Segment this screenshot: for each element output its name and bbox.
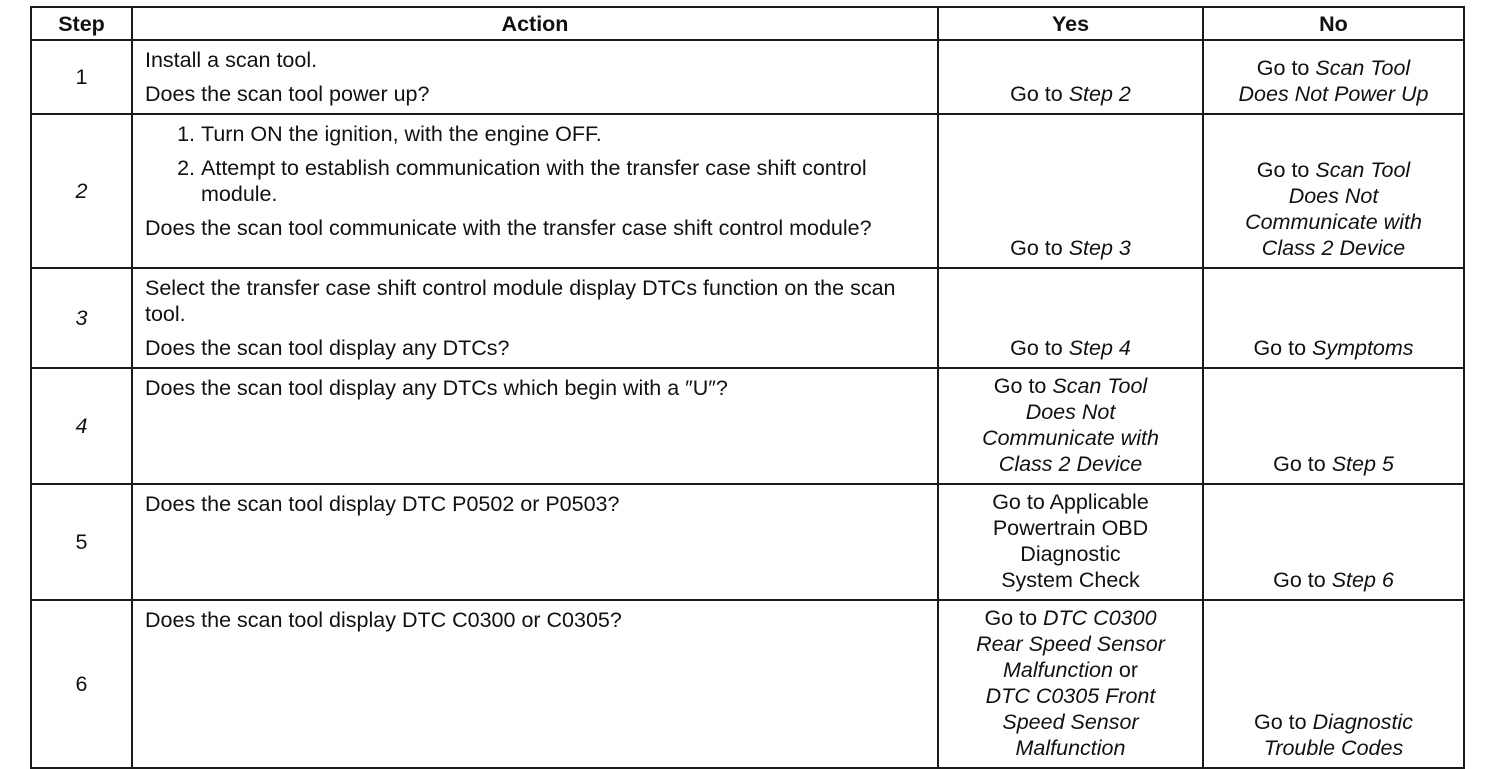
table-row — [31, 484, 1464, 600]
header-step: Step — [31, 7, 132, 40]
step-number: 1 — [31, 40, 132, 114]
no-line — [1212, 335, 1455, 361]
yes-text: Go to — [1010, 82, 1069, 106]
yes-line — [947, 541, 1194, 567]
no-link-text: Does Not Power Up — [1238, 82, 1429, 106]
yes-line — [947, 451, 1194, 477]
yes-line — [947, 631, 1194, 657]
step-number: 4 — [31, 368, 132, 484]
yes-cell — [938, 368, 1203, 484]
step-number: 6 — [31, 600, 132, 768]
no-cell — [1203, 600, 1464, 768]
yes-text: Go to — [984, 606, 1044, 630]
no-link-text: Class 2 Device — [1261, 236, 1406, 260]
yes-line — [947, 735, 1194, 761]
header-action: Action — [132, 7, 938, 40]
yes-text: or — [1112, 658, 1139, 682]
yes-line — [947, 425, 1194, 451]
yes-link-text: Class 2 Device — [998, 452, 1143, 476]
action-text: Does the scan tool display any DTCs? — [145, 336, 510, 360]
action-text: Does the scan tool display any DTCs which begin with a ″U″? — [145, 376, 728, 400]
substep-list — [145, 121, 925, 207]
yes-line — [947, 235, 1194, 261]
action-text: Does the scan tool display DTC P0502 or P0503? — [145, 492, 620, 516]
yes-text: Go to — [993, 374, 1053, 398]
header-row — [31, 7, 1464, 40]
header-yes: Yes — [938, 7, 1203, 40]
no-link-text: Does Not — [1288, 184, 1379, 208]
step-number: 5 — [31, 484, 132, 600]
yes-link-text: Does Not — [1025, 400, 1116, 424]
action-cell — [132, 268, 938, 368]
yes-text: Go to — [1010, 336, 1069, 360]
yes-line — [947, 605, 1194, 631]
no-line — [1212, 735, 1455, 761]
action-text: Install a scan tool. — [145, 48, 318, 72]
no-text: Go to — [1256, 56, 1316, 80]
yes-cell — [938, 600, 1203, 768]
no-cell — [1203, 114, 1464, 268]
table-row — [31, 368, 1464, 484]
yes-link-text: Communicate with — [982, 426, 1159, 450]
action-cell — [132, 368, 938, 484]
no-line — [1212, 81, 1455, 107]
table-row — [31, 40, 1464, 114]
no-cell — [1203, 268, 1464, 368]
action-cell — [132, 600, 938, 768]
no-line — [1212, 55, 1455, 81]
no-link-text: Step 6 — [1331, 568, 1394, 592]
action-cell — [132, 114, 938, 268]
action-text: Does the scan tool power up? — [145, 82, 430, 106]
yes-line — [947, 567, 1194, 593]
no-link-text: Diagnostic — [1312, 710, 1413, 734]
no-line — [1212, 235, 1455, 261]
header-no: No — [1203, 7, 1464, 40]
yes-link-text: Step 2 — [1068, 82, 1131, 106]
yes-cell — [938, 114, 1203, 268]
substep-item: 2. Attempt to establish communication with the transfer case shift control module. — [201, 155, 925, 207]
yes-link-text: Step 3 — [1068, 236, 1131, 260]
action-cell — [132, 484, 938, 600]
yes-line — [947, 657, 1194, 683]
no-text: Go to — [1254, 710, 1313, 734]
yes-line — [947, 373, 1194, 399]
yes-link-text: DTC C0305 Front — [985, 684, 1156, 708]
substep-item: 1. Turn ON the ignition, with the engine OFF. — [201, 121, 925, 147]
yes-text: Go to — [1010, 236, 1069, 260]
no-cell — [1203, 484, 1464, 600]
no-cell — [1203, 368, 1464, 484]
yes-link-text: Malfunction — [1015, 736, 1126, 760]
no-line — [1212, 567, 1455, 593]
no-cell — [1203, 40, 1464, 114]
no-text: Go to — [1256, 158, 1316, 182]
no-line — [1212, 183, 1455, 209]
yes-link-text: Speed Sensor — [1002, 710, 1139, 734]
action-text: Does the scan tool communicate with the transfer case shift control module? — [145, 216, 872, 240]
step-number: 3 — [31, 268, 132, 368]
no-text: Go to — [1253, 336, 1312, 360]
no-link-text: Communicate with — [1245, 210, 1422, 234]
no-text: Go to — [1273, 452, 1332, 476]
action-cell — [132, 40, 938, 114]
step-number: 2 — [31, 114, 132, 268]
yes-line — [947, 709, 1194, 735]
yes-cell — [938, 40, 1203, 114]
yes-cell — [938, 268, 1203, 368]
no-link-text: Step 5 — [1331, 452, 1394, 476]
yes-line — [947, 683, 1194, 709]
yes-text: Diagnostic — [1020, 542, 1121, 566]
yes-text: System Check — [1001, 568, 1140, 592]
yes-link-text: Malfunction — [1002, 658, 1113, 682]
no-line — [1212, 709, 1455, 735]
no-line — [1212, 451, 1455, 477]
yes-link-text: Step 4 — [1068, 336, 1131, 360]
no-link-text: Trouble Codes — [1263, 736, 1404, 760]
no-line — [1212, 209, 1455, 235]
yes-link-text: DTC C0300 — [1043, 606, 1157, 630]
table-row — [31, 268, 1464, 368]
no-text: Go to — [1273, 568, 1332, 592]
action-text: Does the scan tool display DTC C0300 or C0305? — [145, 608, 622, 632]
table-row — [31, 114, 1464, 268]
table-row — [31, 600, 1464, 768]
yes-line — [947, 515, 1194, 541]
yes-line — [947, 335, 1194, 361]
yes-text: Powertrain OBD — [992, 516, 1149, 540]
no-link-text: Scan Tool — [1315, 56, 1411, 80]
yes-cell — [938, 484, 1203, 600]
no-link-text: Scan Tool — [1315, 158, 1411, 182]
no-line — [1212, 157, 1455, 183]
action-text: Select the transfer case shift control module display DTCs function on the scan tool. — [145, 276, 896, 326]
yes-link-text: Scan Tool — [1052, 374, 1148, 398]
yes-line — [947, 399, 1194, 425]
yes-line — [947, 489, 1194, 515]
yes-text: Go to Applicable — [992, 490, 1149, 514]
yes-line — [947, 81, 1194, 107]
diagnostic-table — [30, 6, 1465, 769]
yes-link-text: Rear Speed Sensor — [976, 632, 1165, 656]
no-link-text: Symptoms — [1312, 336, 1414, 360]
